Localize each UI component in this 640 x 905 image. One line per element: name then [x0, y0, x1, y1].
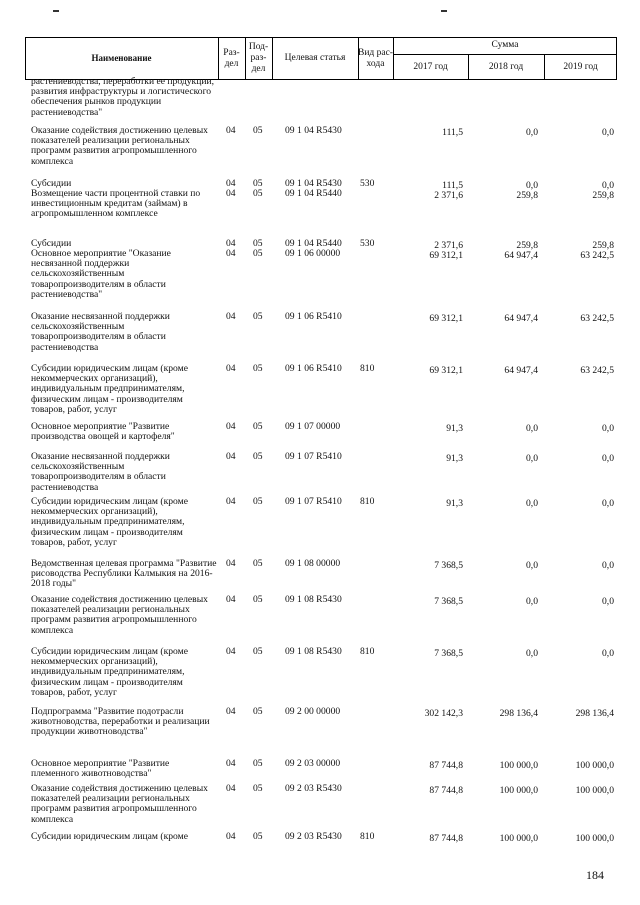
cell-name: Субсидии юридическим лицам (кроме некоммерческих организаций), индивидуальным предпринимателям, физическим лицам - производителям товаров, работ, услуг: [31, 363, 188, 415]
cell-statya: 09 1 07 00000: [285, 421, 341, 432]
header-vid: Вид рас-хода: [358, 47, 393, 69]
cell-v2017: 87 744,8: [429, 833, 463, 844]
cell-v2018: 0,0: [526, 180, 538, 191]
cell-statya: 09 1 07 R5410: [285, 451, 342, 462]
cell-v2018: 0,0: [526, 127, 538, 138]
cell-razdel: 04: [226, 831, 236, 842]
page-number: 184: [586, 868, 604, 882]
cell-name: Оказание содействия достижению целевых показателей реализации региональных программ развития агропромышленного комплекса: [31, 125, 208, 167]
cell-podrazdel: 05: [253, 646, 263, 657]
header-2019: 2019 год: [563, 61, 598, 72]
header-2018: 2018 год: [488, 61, 524, 72]
cell-vid: 810: [360, 646, 375, 657]
cell-v2019: 100 000,0: [575, 785, 614, 796]
cell-v2017: 302 142,3: [424, 708, 463, 719]
cell-name: Субсидии юридическим лицам (кроме: [31, 831, 188, 842]
cell-v2017: 7 368,5: [434, 596, 463, 607]
cell-razdel: 04: [226, 178, 236, 189]
cell-statya: 09 1 07 R5410: [285, 496, 342, 507]
cell-v2017: 91,3: [446, 453, 463, 464]
cell-statya: 09 1 08 R5430: [285, 646, 342, 657]
cell-statya: 09 1 06 00000: [285, 248, 341, 259]
cell-name: Основное мероприятие "Развитие производства овощей и картофеля": [31, 421, 175, 443]
cell-statya: 09 1 06 R5410: [285, 363, 342, 374]
cell-name: Оказание содействия достижению целевых показателей реализации региональных программ развития агропромышленного комплекса: [31, 783, 208, 825]
header-podrazdel: Под-раз-дел: [248, 42, 269, 74]
cell-v2017: 2 371,6: [434, 240, 463, 251]
cell-v2018: 100 000,0: [499, 760, 538, 771]
cell-v2019: 298 136,4: [575, 708, 614, 719]
cell-statya: 09 2 03 R5430: [285, 831, 342, 842]
header-name: Наименование: [91, 53, 152, 63]
cell-v2019: 0,0: [602, 560, 614, 571]
cell-razdel: 04: [226, 421, 236, 432]
cell-statya: 09 1 04 R5440: [285, 188, 342, 199]
cell-vid: 530: [360, 178, 375, 189]
cell-v2019: 100 000,0: [575, 760, 614, 771]
cell-podrazdel: 05: [253, 783, 263, 794]
cell-vid: 810: [360, 831, 375, 842]
cell-v2017: 7 368,5: [434, 648, 463, 659]
cell-v2019: 0,0: [602, 498, 614, 509]
cell-v2017: 111,5: [442, 180, 463, 191]
cell-podrazdel: 05: [253, 496, 263, 507]
cell-v2019: 259,8: [592, 240, 614, 251]
cell-v2019: 0,0: [602, 423, 614, 434]
cell-vid: 530: [360, 238, 375, 249]
cell-podrazdel: 05: [253, 188, 263, 199]
cell-name: Основное мероприятие "Оказание несвязанной поддержки сельскохозяйственным товаропроизводителям в области растениеводства": [31, 248, 171, 300]
cell-podrazdel: 05: [253, 311, 263, 322]
cell-razdel: 04: [226, 646, 236, 657]
cell-v2018: 64 947,4: [504, 365, 538, 376]
cell-v2017: 69 312,1: [429, 313, 463, 324]
scan-mark-left: [53, 10, 59, 12]
cell-podrazdel: 05: [253, 178, 263, 189]
cell-v2019: 0,0: [602, 596, 614, 607]
cell-statya: 09 2 03 00000: [285, 758, 341, 769]
cell-name: Субсидии: [31, 238, 72, 249]
cell-statya: 09 1 06 R5410: [285, 311, 342, 322]
cell-podrazdel: 05: [253, 758, 263, 769]
cell-razdel: 04: [226, 188, 236, 199]
header-summa: Сумма: [491, 40, 519, 50]
cell-v2019: 63 242,5: [580, 365, 614, 376]
header-razdel: Раз-дел: [223, 47, 240, 69]
cell-v2018: 259,8: [516, 240, 538, 251]
cell-v2018: 100 000,0: [499, 785, 538, 796]
cell-v2018: 0,0: [526, 453, 538, 464]
cell-v2019: 63 242,5: [580, 250, 614, 261]
cell-v2019: 0,0: [602, 648, 614, 659]
cell-vid: 810: [360, 496, 375, 507]
cell-podrazdel: 05: [253, 451, 263, 462]
cell-statya: 09 1 08 00000: [285, 558, 341, 569]
cell-podrazdel: 05: [253, 594, 263, 605]
cell-statya: 09 1 08 R5430: [285, 594, 342, 605]
cell-name: Оказание содействия достижению целевых показателей реализации региональных программ развития агропромышленного комплекса: [31, 594, 208, 636]
cell-name: Подпрограмма "Развитие подотрасли животноводства, переработки и реализации продукции животноводства": [31, 706, 210, 738]
cell-v2017: 91,3: [446, 498, 463, 509]
cell-razdel: 04: [226, 496, 236, 507]
cell-razdel: 04: [226, 558, 236, 569]
cell-v2017: 69 312,1: [429, 250, 463, 261]
cell-razdel: 04: [226, 248, 236, 259]
cell-razdel: 04: [226, 125, 236, 136]
cell-name: растениеводства, переработки ее продукции, развития инфраструктуры и логистического обеспечения рынков продукции растениеводства": [31, 76, 215, 118]
cell-v2019: 0,0: [602, 453, 614, 464]
cell-name: Возмещение части процентной ставки по инвестиционным кредитам (займам) в агропромышленном комплексе: [31, 188, 201, 220]
cell-podrazdel: 05: [253, 238, 263, 249]
cell-podrazdel: 05: [253, 125, 263, 136]
header-statya: Целевая статья: [284, 53, 346, 63]
cell-name: Оказание несвязанной поддержки сельскохозяйственным товаропроизводителям в области растениеводства: [31, 311, 170, 353]
cell-v2019: 259,8: [592, 190, 614, 201]
cell-name: Субсидии: [31, 178, 72, 189]
cell-name: Субсидии юридическим лицам (кроме некоммерческих организаций), индивидуальным предпринимателям, физическим лицам - производителям товаров, работ, услуг: [31, 646, 188, 698]
table-header: [25, 37, 617, 80]
cell-statya: 09 1 04 R5430: [285, 178, 342, 189]
cell-razdel: 04: [226, 311, 236, 322]
cell-name: Оказание несвязанной поддержки сельскохозяйственным товаропроизводителям в области растениеводства: [31, 451, 170, 493]
cell-statya: 09 2 00 00000: [285, 706, 341, 717]
cell-podrazdel: 05: [253, 558, 263, 569]
cell-razdel: 04: [226, 363, 236, 374]
cell-v2017: 7 368,5: [434, 560, 463, 571]
cell-name: Ведомственная целевая программа "Развитие рисоводства Республики Калмыкия на 2016-2018 годы": [31, 558, 217, 590]
cell-v2018: 0,0: [526, 560, 538, 571]
cell-statya: 09 2 03 R5430: [285, 783, 342, 794]
cell-razdel: 04: [226, 783, 236, 794]
cell-podrazdel: 05: [253, 831, 263, 842]
cell-v2018: 0,0: [526, 596, 538, 607]
cell-v2017: 91,3: [446, 423, 463, 434]
cell-statya: 09 1 04 R5430: [285, 125, 342, 136]
cell-v2018: 298 136,4: [499, 708, 538, 719]
cell-v2018: 64 947,4: [504, 250, 538, 261]
cell-razdel: 04: [226, 758, 236, 769]
cell-v2017: 111,5: [442, 127, 463, 138]
cell-v2017: 87 744,8: [429, 760, 463, 771]
cell-razdel: 04: [226, 451, 236, 462]
cell-v2019: 0,0: [602, 127, 614, 138]
cell-razdel: 04: [226, 594, 236, 605]
cell-v2017: 69 312,1: [429, 365, 463, 376]
cell-v2018: 0,0: [526, 498, 538, 509]
header-2017: 2017 год: [413, 61, 448, 72]
cell-podrazdel: 05: [253, 421, 263, 432]
cell-v2018: 0,0: [526, 648, 538, 659]
cell-podrazdel: 05: [253, 706, 263, 717]
cell-v2018: 259,8: [516, 190, 538, 201]
cell-v2019: 0,0: [602, 180, 614, 191]
cell-podrazdel: 05: [253, 248, 263, 259]
cell-name: Субсидии юридическим лицам (кроме некоммерческих организаций), индивидуальным предпринимателям, физическим лицам - производителям товаров, работ, услуг: [31, 496, 188, 548]
cell-name: Основное мероприятие "Развитие племенного животноводства": [31, 758, 170, 780]
cell-razdel: 04: [226, 238, 236, 249]
scan-mark-right: [441, 10, 447, 12]
cell-v2018: 100 000,0: [499, 833, 538, 844]
cell-v2018: 64 947,4: [504, 313, 538, 324]
cell-statya: 09 1 04 R5440: [285, 238, 342, 249]
cell-v2019: 100 000,0: [575, 833, 614, 844]
cell-razdel: 04: [226, 706, 236, 717]
cell-v2019: 63 242,5: [580, 313, 614, 324]
cell-v2017: 2 371,6: [434, 190, 463, 201]
cell-podrazdel: 05: [253, 363, 263, 374]
cell-vid: 810: [360, 363, 375, 374]
cell-v2018: 0,0: [526, 423, 538, 434]
cell-v2017: 87 744,8: [429, 785, 463, 796]
